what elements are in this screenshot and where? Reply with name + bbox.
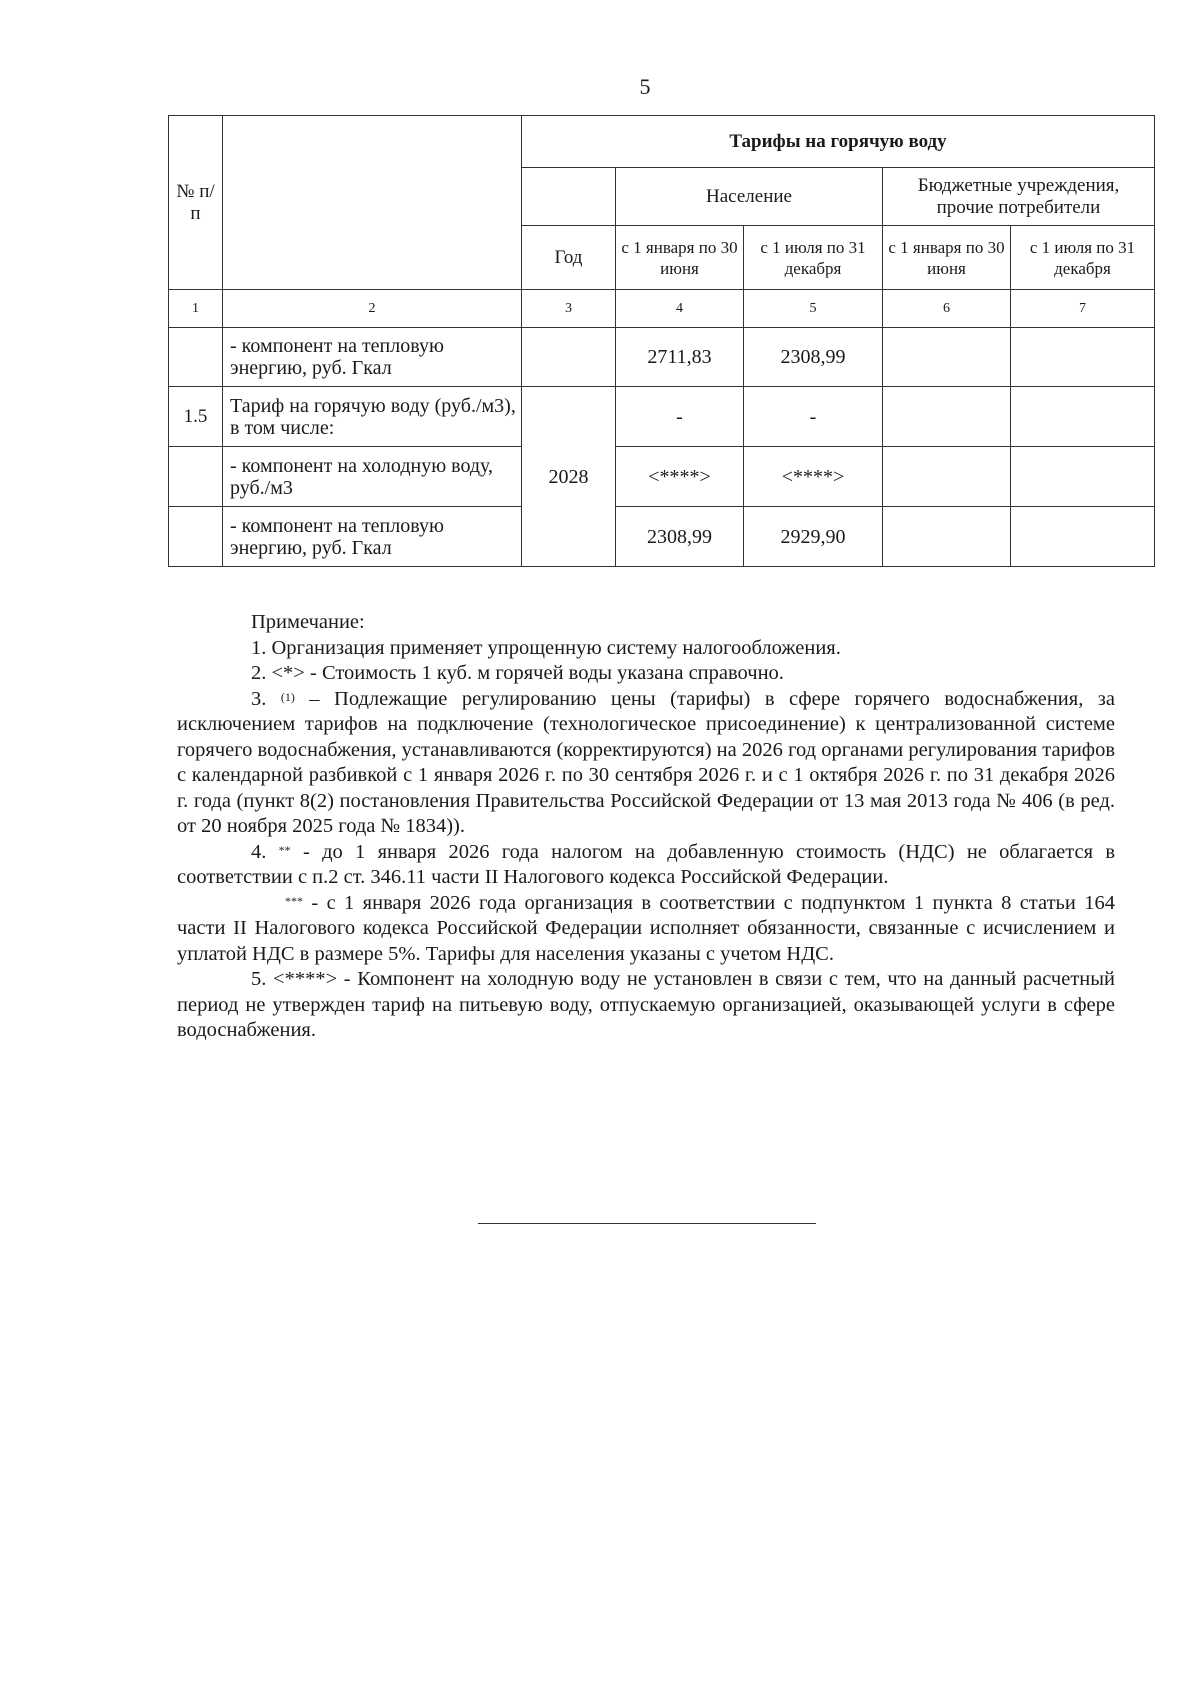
row-value-4: <****>	[616, 447, 744, 507]
header-budget-jul-dec: с 1 июля по 31 декабря	[1011, 226, 1155, 290]
note-1: 1. Организация применяет упрощенную систему налогообложения.	[251, 636, 841, 659]
note-3-number: 3.	[251, 687, 267, 710]
row-value-6	[883, 447, 1011, 507]
row-value-5: 2308,99	[744, 328, 883, 387]
row-label: - компонент на тепловую энергию, руб. Гкал	[223, 328, 522, 387]
closing-rule	[478, 1223, 816, 1224]
row-year: 2028	[522, 387, 616, 567]
note-4b	[177, 891, 1115, 968]
note-5: 5. <****> - Компонент на холодную воду не установлен в связи с тем, что на данный расчетный период не утвержден тариф на питьевую воду, отпускаемую организацией, оказывающей услуги в сфере водоснабжения.	[177, 968, 1115, 1041]
header-title: Тарифы на горячую воду	[522, 116, 1155, 168]
note-2: 2. <*> - Стоимость 1 куб. м горячей воды указана справочно.	[251, 662, 784, 684]
row-value-5: 2929,90	[744, 507, 883, 567]
table-row	[169, 328, 1155, 387]
note-4	[177, 840, 1115, 891]
notes-heading: Примечание:	[251, 611, 365, 633]
row-value-6	[883, 328, 1011, 387]
row-value-4: -	[616, 387, 744, 447]
row-value-4: 2308,99	[616, 507, 744, 567]
header-empty-cell	[522, 168, 616, 226]
row-value-7	[1011, 328, 1155, 387]
row-no	[169, 507, 223, 567]
note-3-footnote-mark: (1)	[280, 689, 295, 704]
page-number: 5	[639, 74, 651, 99]
notes-section	[177, 610, 1115, 1044]
col-number: 6	[883, 290, 1011, 328]
row-value-7	[1011, 507, 1155, 567]
col-number: 4	[616, 290, 744, 328]
row-year	[522, 328, 616, 387]
table-row	[169, 447, 1155, 507]
header-budget-jan-jun: с 1 января по 30 июня	[883, 226, 1011, 290]
row-value-5: -	[744, 387, 883, 447]
row-value-4: 2711,83	[616, 328, 744, 387]
header-pop-jul-dec: с 1 июля по 31 декабря	[744, 226, 883, 290]
header-population: Население	[616, 168, 883, 226]
row-value-7	[1011, 387, 1155, 447]
note-4b-footnote-mark: ***	[285, 893, 303, 908]
col-number: 1	[169, 290, 223, 328]
row-label: - компонент на тепловую энергию, руб. Гкал	[223, 507, 522, 567]
row-value-6	[883, 387, 1011, 447]
row-value-5: <****>	[744, 447, 883, 507]
header-budget: Бюджетные учреждения, прочие потребители	[883, 168, 1155, 226]
header-pop-jan-jun: с 1 января по 30 июня	[616, 226, 744, 290]
table-row	[169, 507, 1155, 567]
row-value-6	[883, 507, 1011, 567]
row-no	[169, 447, 223, 507]
row-no: 1.5	[169, 387, 223, 447]
note-4-number: 4.	[251, 840, 267, 863]
row-no	[169, 328, 223, 387]
col-number: 2	[223, 290, 522, 328]
header-col-no: № п/п	[169, 116, 223, 290]
note-4-text: - до 1 января 2026 года налогом на добавленную стоимость (НДС) не облагается в соответствии с п.2 ст. 346.11 части II Налогового кодекса Российской Федерации.	[177, 840, 1115, 888]
tariff-table	[168, 115, 1155, 567]
table-row	[169, 387, 1155, 447]
header-year: Год	[522, 226, 616, 290]
row-value-7	[1011, 447, 1155, 507]
note-3-text: – Подлежащие регулированию цены (тарифы) в сфере горячего водоснабжения, за исключением тарифов на подключение (технологическое присоединение) к централизованной системе горячего водоснабжения, устанавливаются (корректируются) на 2026 год органами регулирования тарифов с календарной разбивкой с 1 января 2026 г. по 30 сентября 2026 г. и с 1 октября 2026 г. по 31 декабря 2026 г. года (пункт 8(2) постановления Правительства Российской Федерации от 13 мая 2013 года № 406 (в ред. от 20 ноября 2025 года № 1834)).	[177, 687, 1115, 837]
header-col-name	[223, 116, 522, 290]
col-number: 3	[522, 290, 616, 328]
col-number: 7	[1011, 290, 1155, 328]
col-number: 5	[744, 290, 883, 328]
note-4-footnote-mark: **	[278, 842, 291, 857]
note-3	[177, 687, 1115, 840]
note-4b-text: - с 1 января 2026 года организация в соответствии с подпунктом 1 пункта 8 статьи 164 части II Налогового кодекса Российской Федерации исполняет обязанности, связанные с исчислением и уплатой НДС в размере 5%. Тарифы для населения указаны с учетом НДС.	[177, 891, 1115, 965]
row-label: Тариф на горячую воду (руб./м3), в том числе:	[223, 387, 522, 447]
row-label: - компонент на холодную воду, руб./м3	[223, 447, 522, 507]
